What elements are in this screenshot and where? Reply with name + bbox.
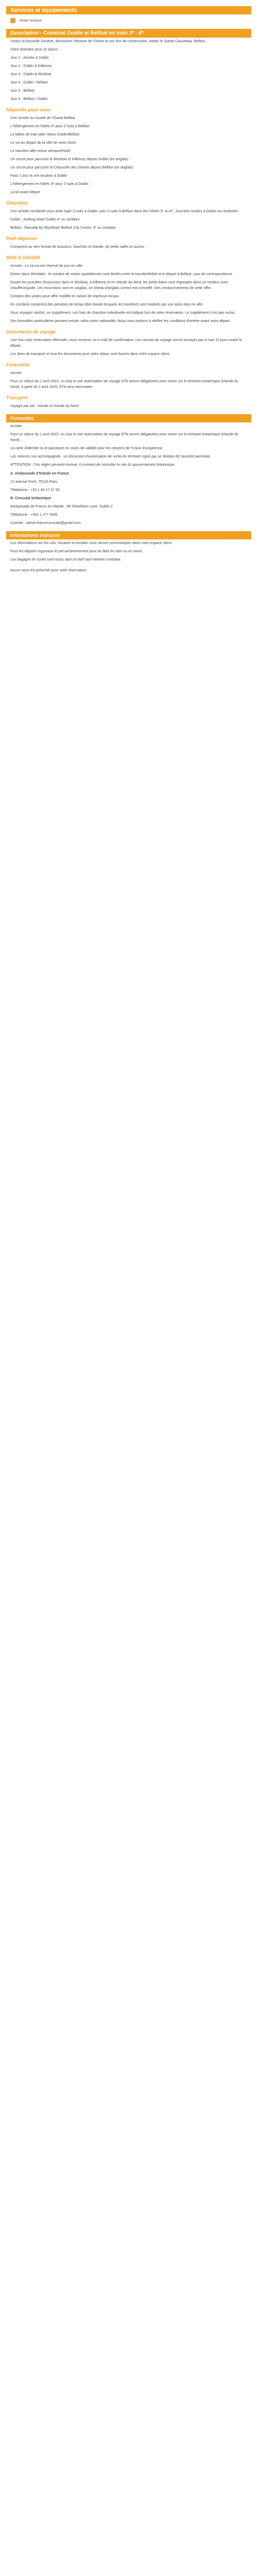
transport-paragraph: Pour les départs régionaux le pré-acheminement peut se faire en train ou en avion. [10, 550, 143, 553]
section-paragraph: Une arrivée au musée de l'Ouest Belfast [10, 116, 75, 120]
description-body [6, 38, 251, 102]
section-paragraph: Voyage par rail : Irlande et Irlande du Nord. [10, 404, 79, 408]
section-paragraph: Entrez dans Westlake : le nombre de visites quotidiennes sont limités entre le transfert/hôtel et le départ à Belfast ; pas de correspondance. [10, 273, 233, 276]
intro-line: Jour 5 : Belfast [10, 89, 35, 93]
section-heading: Documents de voyage [6, 329, 56, 334]
section-paragraph: Vous voyagez seul(e), en supplément, vos frais de chambre individuelle est indiqué lors de votre réservation. Le supplément n'est pas inclus. [10, 311, 236, 315]
footer-note: Aucun vous est présenté pour votre réservation. [10, 569, 88, 572]
section-paragraph: Les titres de transport et tous les documents pour votre séjour sont fournis dans votre espace client. [10, 352, 170, 356]
section-body [6, 114, 251, 195]
section-heading: Formalités [6, 362, 30, 367]
description-title: Description - Combiné Dublin et Belfast en train 3* - 4* [6, 29, 251, 38]
formality-paragraph: La carte d'identité ou le passeport en cours de validité pour les citoyens de l'Union Européenne. [10, 447, 164, 450]
section-paragraph: Arrivée : Le circuit est réservé de jour en ville. [10, 264, 84, 268]
consulate-line: Ambassade de France en Irlande : 66 Fitzwilliam Lane, Dublin 2 [10, 505, 113, 509]
section-paragraph: Le vol au départ de la ville de votre choix [10, 141, 76, 145]
section-paragraph: En combiné comprend des périodes de temps libre durant lesquels les transferts sont réalisés par vos soins dans la ville. [10, 303, 204, 307]
intro-line: Visitez la Nouvelle Genève, découvrez l'Histoire de l'Ouest et son lien de construction, visitez le Giants Causeway, Belfast... [10, 40, 208, 43]
embassy-phone: Téléphone : +33 1 44 17 67 00 [10, 488, 60, 492]
section-paragraph: Une fois votre réservation effectuée, vous recevrez un e-mail de confirmation. Les carnets de voyage seront envoyés par e-mail 10 jours avant le départ. [10, 338, 242, 348]
consulate-line: Téléphone : +353 1 277 5000 [10, 513, 58, 517]
section-paragraph: Des formalités particulières peuvent exister selon votre nationalité. Nous vous invitons à vérifier les conditions d'entrée avant votre départ. [10, 319, 231, 323]
transport-paragraph: Les bagages en soute sont inclus dans le tarif sauf mention contraire. [10, 558, 122, 562]
section-paragraph: Pour un séjour du 1 avril 2023, un visa et une autorisation de voyage ETA seront obligatoires pour entrer sur le territoire britannique (Irlande du Nord). A partir du 2 avril 2025, ETA sera nécessaire. [10, 380, 238, 389]
section-body [6, 402, 251, 409]
section-body [6, 369, 251, 390]
section-heading: Transport [6, 395, 28, 400]
intro-line: Jour 1 : Arrivée à Dublin [10, 56, 49, 60]
info-sections [6, 107, 251, 409]
formality-paragraph: Pour un séjour du 1 avril 2025, un visa et une autorisation de voyage ETA seront obligatoires pour entrer sur le territoire britannique (Irlande du Nord). [10, 433, 238, 442]
formality-paragraph: Arrivée [10, 425, 22, 428]
formalities-title: Formalités [6, 414, 251, 422]
map-icon [10, 18, 15, 23]
section-paragraph: Pass 1 jour et une location à Dublin [10, 174, 68, 178]
consulate-heading: B. Consulat britannique [10, 497, 51, 500]
formality-paragraph: ATTENTION : Ces règles peuvent évoluer, il convient de consulter le site du gouvernement britannique. [10, 463, 176, 467]
visit-link[interactable] [6, 16, 251, 26]
section-paragraph: L'hébergement en hôtels 4* pour 3 nuits à Dublin [10, 182, 89, 186]
formalities-body [6, 422, 251, 526]
intro-line: Jour 4 : Dublin / Belfast [10, 81, 48, 84]
section-paragraph: Comprend au sein format de buissons, tranches et Irlande, de petits salés et sucrés. [10, 245, 146, 249]
services-header: Services et équipements [6, 6, 251, 14]
section-paragraph: Certains des visites pour offre modifié en raison de imprévus locaux. [10, 295, 120, 298]
section-paragraph: L'hébergement en hôtels 3* pour 2 nuits à Belfast [10, 125, 90, 128]
section-paragraph: Le billets de train aller-retour Dublin/Belfast [10, 133, 79, 137]
intro-line: Jour 3 : Dublin & Wicklow [10, 73, 52, 76]
intro-line: Jour 2 : Dublin & Kilkenny [10, 64, 52, 68]
section-paragraph: Arrivée [10, 371, 22, 375]
embassy-heading: A. Ambassade d'Irlande en France [10, 472, 69, 476]
intro-line: Votre Itinéraire pour ce séjour : [10, 48, 60, 52]
consulate-line: Courriel : admin-franceconsulat@gmail.com [10, 521, 81, 525]
section-paragraph: Un circuit pour parcourir la Chaussée des Géants depuis Belfast (en anglais) [10, 166, 133, 170]
transport-body [6, 539, 251, 563]
section-body [6, 336, 251, 357]
section-heading: BON À SAVOIR [6, 255, 40, 260]
section-paragraph: Belfast : Ramada by Wyndham Belfast City Center, 3* ou similaire [10, 226, 116, 230]
embassy-address: 12 avenue Foch, 75116 Paris [10, 480, 57, 484]
section-body [6, 262, 251, 324]
section-heading: Ghendres [6, 200, 28, 206]
section-paragraph: La kit avant départ [10, 191, 40, 194]
transport-paragraph: Les informations sur les vols, horaires et escales vous seront communiqués dans votre espace client. [10, 541, 172, 545]
visit-label: Visiter lestoue [19, 19, 42, 23]
section-paragraph: Dublin : Ashling Hotel Dublin 4* ou similaire [10, 218, 80, 222]
section-body [6, 208, 251, 231]
intro-line: Jour 6 : Belfast / Dublin [10, 97, 48, 101]
transport-title: Informations transport [6, 531, 251, 539]
formality-paragraph: Les mineurs non accompagnés : un document d'autorisation de sortie du territoire signé par un titulaire de l'autorité parentale. [10, 455, 212, 459]
section-body [6, 243, 251, 250]
section-heading: Négociés pour vous [6, 107, 51, 112]
section-paragraph: Un circuit pour parcourir le Wicklow et Kilkenny depuis Dublin (en anglais) [10, 158, 128, 161]
section-paragraph: Durant les journées d'excursion dans le Wicklow, à Kilkenny et en Irlande du Nord, les petits-bains sont regroupés dans un minibus avec chauffeur/guide. Les excursions sont en anglais, un niveau d'anglais correct est conseillé. Des remboursements de cette offre. [10, 281, 229, 290]
section-heading: Petit-déjeuner [6, 236, 38, 241]
section-paragraph: Une arrivée combinée vous amie login 3 nuits à Dublin, puis 3 nuits à Belfast dans des hôtels 3* ou 4*. Journées locales à Dublin ou restitution : [10, 210, 240, 213]
section-paragraph: Le transfert aller-retour aéroport/hôtel [10, 149, 71, 153]
